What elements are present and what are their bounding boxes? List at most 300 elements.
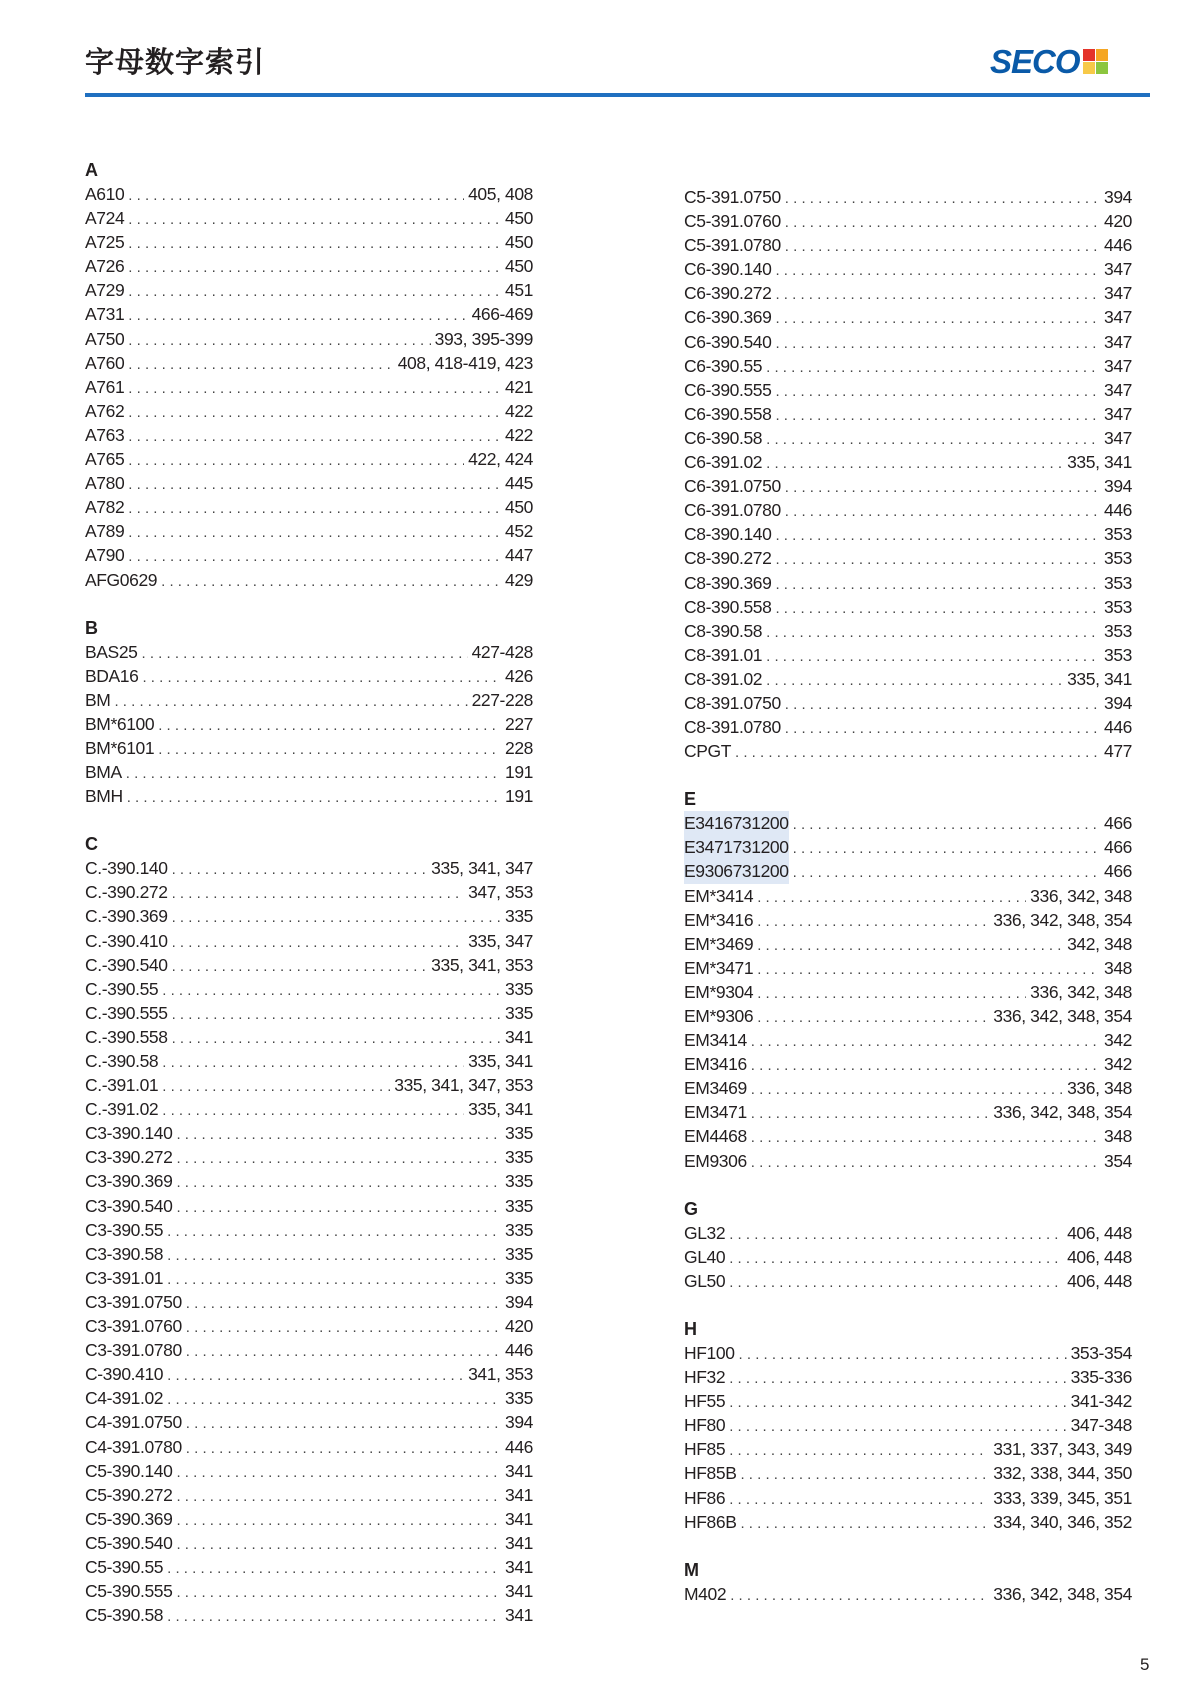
index-entry	[684, 378, 1132, 402]
entry-code: EM3469	[684, 1078, 747, 1099]
index-entry	[85, 495, 533, 519]
entry-code: EM9306	[684, 1150, 747, 1171]
dot-leader	[757, 1006, 989, 1030]
entry-pages: 335	[505, 978, 533, 999]
entry-pages: 341	[505, 1484, 533, 1505]
index-entry	[85, 1410, 533, 1434]
entry-code: GL32	[684, 1222, 726, 1243]
dot-leader	[176, 1196, 501, 1220]
entry-code: C3-391.0750	[85, 1291, 182, 1312]
index-entry	[85, 1314, 533, 1338]
index-entry	[684, 1341, 1132, 1365]
dot-leader	[775, 524, 1100, 548]
entry-pages: 191	[505, 786, 533, 807]
entry-code: C.-391.02	[85, 1099, 159, 1120]
dot-leader	[730, 1584, 989, 1608]
entry-pages: 335, 347	[468, 930, 533, 951]
section-letter: B	[85, 617, 98, 638]
entry-pages: 336, 342, 348	[1030, 981, 1132, 1002]
entry-code: C8-390.58	[684, 620, 763, 641]
entry-code: HF86B	[684, 1511, 737, 1532]
entry-pages: 342	[1104, 1054, 1132, 1075]
entry-pages: 335	[505, 1267, 533, 1288]
index-entry	[684, 354, 1132, 378]
dot-leader	[793, 861, 1100, 885]
seco-logo	[990, 43, 1109, 80]
entry-code: BMH	[85, 786, 123, 807]
entry-code: AFG0629	[85, 569, 158, 590]
dot-leader	[729, 1223, 1063, 1247]
dot-leader	[142, 666, 501, 690]
entry-pages: 422, 424	[468, 449, 533, 470]
entry-code: HF80	[684, 1415, 726, 1436]
index-entry	[85, 543, 533, 567]
index-entry	[85, 302, 533, 326]
entry-pages: 347, 353	[468, 882, 533, 903]
entry-pages: 353	[1104, 596, 1132, 617]
index-entry	[684, 691, 1132, 715]
dot-leader	[172, 882, 464, 906]
dot-leader	[766, 452, 1063, 476]
entry-pages: 347	[1104, 427, 1132, 448]
index-entry	[85, 953, 533, 977]
index-entry	[85, 977, 533, 1001]
dot-leader	[167, 1244, 501, 1268]
entry-pages: 334, 340, 346, 352	[993, 1511, 1132, 1532]
entry-code: C3-391.01	[85, 1267, 164, 1288]
entry-pages: 353	[1104, 620, 1132, 641]
entry-pages: 347	[1104, 331, 1132, 352]
entry-code: HF100	[684, 1342, 735, 1363]
dot-leader	[729, 1439, 989, 1463]
entry-code: BM	[85, 689, 111, 710]
entry-pages: 348	[1104, 1126, 1132, 1147]
entry-code: EM3471	[684, 1102, 747, 1123]
dot-leader	[128, 401, 501, 425]
index-section	[684, 1197, 1132, 1293]
dot-leader	[126, 762, 501, 786]
dot-leader	[128, 184, 464, 208]
index-entry	[684, 450, 1132, 474]
dot-leader	[740, 1463, 989, 1487]
entry-pages: 336, 348	[1067, 1078, 1132, 1099]
index-entry	[85, 1025, 533, 1049]
dot-leader	[172, 1027, 501, 1051]
entry-code: A763	[85, 424, 125, 445]
entry-code: HF85	[684, 1439, 726, 1460]
dot-leader	[167, 1388, 501, 1412]
entry-code: GL50	[684, 1270, 726, 1291]
index-entry	[684, 1269, 1132, 1293]
entry-pages: 341-342	[1070, 1391, 1132, 1412]
dot-leader	[739, 1343, 1067, 1367]
index-entry	[684, 498, 1132, 522]
entry-pages: 336, 342, 348, 354	[993, 909, 1132, 930]
entry-pages: 394	[1104, 476, 1132, 497]
entry-code: C8-390.558	[684, 596, 772, 617]
entry-pages: 429	[505, 569, 533, 590]
entry-pages: 446	[505, 1436, 533, 1457]
dot-leader	[775, 404, 1100, 428]
dot-leader	[735, 741, 1100, 765]
entry-pages: 332, 338, 344, 350	[993, 1463, 1132, 1484]
dot-leader	[128, 280, 501, 304]
dot-leader	[176, 1461, 501, 1485]
entry-code: C5-390.555	[85, 1581, 173, 1602]
entry-code: C6-390.540	[684, 331, 772, 352]
entry-pages: 408, 418-419, 423	[397, 352, 533, 373]
entry-pages: 336, 342, 348, 354	[993, 1006, 1132, 1026]
entry-code: C8-390.272	[684, 548, 772, 569]
dot-leader	[766, 669, 1063, 693]
entry-pages: 354	[1104, 1150, 1132, 1171]
entry-code: BDA16	[85, 665, 139, 686]
index-entry	[85, 1097, 533, 1121]
logo-wordmark: SECO	[990, 43, 1080, 80]
index-entry	[85, 568, 533, 592]
index-entry	[684, 185, 1132, 209]
entry-code: C8-391.0780	[684, 717, 781, 738]
entry-pages: 335-336	[1070, 1367, 1132, 1388]
index-entry	[684, 595, 1132, 619]
index-entry	[684, 257, 1132, 281]
index-entry	[684, 209, 1132, 233]
index-entry	[85, 471, 533, 495]
index-entry	[684, 281, 1132, 305]
dot-leader	[114, 690, 467, 714]
dot-leader	[785, 717, 1100, 741]
entry-pages: 341	[505, 1026, 533, 1047]
entry-pages: 347	[1104, 379, 1132, 400]
entry-code: C5-390.272	[85, 1484, 173, 1505]
entry-code: BM*6100	[85, 713, 155, 734]
dot-leader	[775, 332, 1100, 356]
entry-code: C8-390.140	[684, 524, 772, 545]
entry-code: C.-390.555	[85, 1002, 168, 1023]
entry-code: A765	[85, 449, 125, 470]
entry-pages: 446	[1104, 717, 1132, 738]
entry-pages: 353	[1104, 572, 1132, 593]
entry-pages: 342, 348	[1067, 933, 1132, 954]
entry-code: A725	[85, 232, 125, 253]
dot-leader	[729, 1391, 1066, 1415]
entry-pages: 227	[505, 713, 533, 734]
dot-leader	[128, 473, 501, 497]
entry-code: C3-391.0760	[85, 1316, 182, 1337]
entry-code: EM*3414	[684, 885, 754, 906]
section-letter: M	[684, 1559, 699, 1580]
entry-pages: 426	[505, 665, 533, 686]
dot-leader	[766, 428, 1100, 452]
index-entry	[684, 908, 1132, 932]
entry-pages: 420	[1104, 211, 1132, 232]
entry-code: C5-390.58	[85, 1605, 164, 1626]
dot-leader	[176, 1147, 501, 1171]
index-entry	[85, 880, 533, 904]
entry-pages: 341	[505, 1508, 533, 1529]
entry-code: C3-390.58	[85, 1243, 164, 1264]
entry-code: E3471731200	[684, 835, 789, 859]
dot-leader	[186, 1292, 501, 1316]
entry-code: EM*3471	[684, 957, 754, 978]
index-entry	[684, 1076, 1132, 1100]
dot-leader	[751, 1054, 1100, 1078]
index-entry	[85, 929, 533, 953]
dot-leader	[785, 235, 1100, 259]
index-entry	[85, 447, 533, 471]
entry-pages: 422	[505, 424, 533, 445]
dot-leader	[785, 693, 1100, 717]
index-entry	[85, 423, 533, 447]
entry-code: C.-390.58	[85, 1051, 159, 1071]
dot-leader	[128, 353, 393, 377]
entry-code: C6-391.02	[684, 452, 763, 473]
index-entry	[684, 522, 1132, 546]
index-entry	[85, 254, 533, 278]
index-entry	[684, 426, 1132, 450]
index-section	[85, 616, 533, 809]
dot-leader	[176, 1123, 501, 1147]
entry-pages: 394	[1104, 187, 1132, 207]
index-section	[85, 832, 533, 1627]
dot-leader	[167, 1268, 501, 1292]
dot-leader	[186, 1340, 501, 1364]
dot-leader	[785, 500, 1100, 524]
index-entry	[684, 1365, 1132, 1389]
index-entry	[85, 1145, 533, 1169]
entry-code: C3-391.0780	[85, 1340, 182, 1361]
entry-pages: 347-348	[1070, 1415, 1132, 1436]
entry-code: EM*3416	[684, 909, 754, 930]
entry-pages: 335, 341, 347	[431, 858, 533, 879]
entry-code: BAS25	[85, 641, 138, 662]
index-entry	[85, 1290, 533, 1314]
dot-leader	[172, 1003, 501, 1027]
dot-leader	[793, 837, 1100, 861]
entry-pages: 394	[505, 1412, 533, 1433]
dot-leader	[162, 1075, 390, 1099]
dot-leader	[766, 645, 1100, 669]
dot-leader	[162, 979, 501, 1003]
entry-pages: 335, 341	[1067, 668, 1132, 689]
dot-leader	[128, 545, 501, 569]
entry-pages: 335	[505, 1123, 533, 1144]
entry-code: C8-390.369	[684, 572, 772, 593]
dot-leader	[128, 304, 467, 328]
dot-leader	[158, 738, 501, 762]
entry-code: GL40	[684, 1246, 726, 1267]
entry-pages: 331, 337, 343, 349	[993, 1439, 1132, 1460]
entry-code: C3-390.369	[85, 1171, 173, 1192]
entry-pages: 445	[505, 473, 533, 494]
index-entry	[684, 402, 1132, 426]
entry-pages: 447	[505, 545, 533, 566]
page-number: 5	[1140, 1655, 1150, 1674]
entry-pages: 466	[1104, 861, 1132, 882]
entry-pages: 336, 342, 348, 354	[993, 1583, 1132, 1604]
dot-leader	[128, 521, 501, 545]
index-entry	[85, 664, 533, 688]
dot-leader	[127, 786, 501, 810]
entry-code: C.-390.140	[85, 858, 168, 879]
dot-leader	[162, 1099, 464, 1123]
entry-code: C6-390.58	[684, 427, 763, 448]
dot-leader	[729, 1488, 989, 1512]
entry-pages: 405, 408	[468, 184, 533, 204]
index-entry	[85, 327, 533, 351]
dot-leader	[775, 548, 1100, 572]
entry-pages: 450	[505, 232, 533, 253]
entry-pages: 347	[1104, 307, 1132, 328]
dot-leader	[176, 1485, 501, 1509]
index-section	[684, 185, 1132, 763]
index-entry	[85, 1001, 533, 1025]
entry-code: C6-390.558	[684, 403, 772, 424]
index-entry	[684, 932, 1132, 956]
dot-leader	[785, 187, 1100, 211]
entry-code: C.-391.01	[85, 1075, 159, 1096]
entry-pages: 452	[505, 521, 533, 542]
entry-pages: 191	[505, 762, 533, 783]
entry-pages: 466	[1104, 813, 1132, 834]
dot-leader	[775, 573, 1100, 597]
index-entry	[684, 980, 1132, 1004]
index-entry	[684, 1028, 1132, 1052]
entry-pages: 353	[1104, 548, 1132, 569]
entry-code: C6-390.140	[684, 259, 772, 280]
index-entry	[85, 856, 533, 880]
dot-leader	[729, 1415, 1066, 1439]
dot-leader	[757, 982, 1026, 1006]
entry-code: C6-390.369	[684, 307, 772, 328]
entry-code: C8-391.0750	[684, 692, 781, 713]
entry-pages: 427-428	[471, 641, 533, 662]
index-entry	[85, 1483, 533, 1507]
logo-squares-icon	[1083, 49, 1109, 75]
dot-leader	[757, 958, 1100, 982]
entry-pages: 422	[505, 400, 533, 421]
entry-pages: 341, 353	[468, 1364, 533, 1385]
index-entry	[85, 230, 533, 254]
index-entry	[85, 736, 533, 760]
entry-pages: 335	[505, 1219, 533, 1240]
entry-pages: 335	[505, 1195, 533, 1216]
dot-leader	[775, 283, 1100, 307]
dot-leader	[176, 1533, 501, 1557]
entry-pages: 335	[505, 1388, 533, 1409]
dot-leader	[128, 377, 501, 401]
dot-leader	[740, 1512, 989, 1536]
dot-leader	[186, 1316, 501, 1340]
entry-pages: 353-354	[1070, 1342, 1132, 1363]
dot-leader	[757, 934, 1063, 958]
index-entry	[85, 1603, 533, 1627]
index-entry	[684, 1461, 1132, 1485]
dot-leader	[751, 1126, 1100, 1150]
index-entry	[85, 278, 533, 302]
index-entry	[684, 667, 1132, 691]
entry-pages: 228	[505, 737, 533, 758]
index-entry	[85, 760, 533, 784]
dot-leader	[751, 1030, 1100, 1054]
index-entry	[684, 1221, 1132, 1245]
entry-code: A750	[85, 328, 125, 349]
entry-code: HF85B	[684, 1463, 737, 1484]
entry-code: C.-390.272	[85, 882, 168, 903]
entry-pages: 466	[1104, 837, 1132, 858]
index-entry	[684, 859, 1132, 883]
index-entry	[684, 1149, 1132, 1173]
dot-leader	[729, 1367, 1066, 1391]
entry-pages: 335	[505, 1243, 533, 1264]
entry-code: C5-390.55	[85, 1556, 164, 1577]
index-column-right	[684, 185, 1132, 1630]
entry-pages: 421	[505, 376, 533, 397]
entry-pages: 420	[505, 1316, 533, 1337]
entry-pages: 341	[505, 1581, 533, 1602]
entry-pages: 341	[505, 1605, 533, 1626]
entry-code: E3416731200	[684, 811, 789, 835]
entry-code: A724	[85, 208, 125, 229]
entry-code: C6-390.272	[684, 283, 772, 304]
entry-code: C5-390.140	[85, 1460, 173, 1481]
index-entry	[85, 1459, 533, 1483]
index-entry	[684, 1486, 1132, 1510]
index-entry	[684, 1510, 1132, 1534]
entry-code: C5-391.0760	[684, 211, 781, 232]
section-letter: H	[684, 1318, 697, 1339]
dot-leader	[176, 1171, 501, 1195]
index-entry	[85, 1242, 533, 1266]
entry-pages: 347	[1104, 403, 1132, 424]
entry-pages: 353	[1104, 524, 1132, 545]
entry-pages: 477	[1104, 741, 1132, 762]
entry-pages: 341	[505, 1532, 533, 1553]
index-entry	[684, 474, 1132, 498]
entry-pages: 336, 342, 348, 354	[993, 1102, 1132, 1123]
entry-pages: 335, 341	[1067, 452, 1132, 473]
entry-code: C5-391.0750	[684, 187, 781, 207]
index-section	[684, 1317, 1132, 1534]
index-section	[85, 158, 533, 592]
index-section	[684, 1558, 1132, 1606]
index-entry	[85, 206, 533, 230]
index-entry	[684, 1389, 1132, 1413]
index-entry	[684, 571, 1132, 595]
dot-leader	[785, 476, 1100, 500]
dot-leader	[757, 910, 989, 934]
entry-code: C5-390.540	[85, 1532, 173, 1553]
entry-pages: 333, 339, 345, 351	[993, 1487, 1132, 1508]
dot-leader	[751, 1151, 1100, 1175]
index-entry	[684, 739, 1132, 763]
entry-code: C3-390.272	[85, 1147, 173, 1168]
entry-pages: 466-469	[471, 304, 533, 325]
index-entry	[85, 1049, 533, 1073]
entry-pages: 335	[505, 906, 533, 927]
dot-leader	[128, 256, 501, 280]
entry-code: C8-391.02	[684, 668, 763, 689]
index-column-left	[85, 158, 533, 1651]
section-letter: A	[85, 160, 98, 180]
entry-code: EM3416	[684, 1054, 747, 1075]
index-entry	[85, 640, 533, 664]
entry-pages: 450	[505, 208, 533, 229]
entry-code: C3-390.540	[85, 1195, 173, 1216]
index-entry	[85, 1121, 533, 1145]
index-entry	[684, 1413, 1132, 1437]
entry-code: C5-390.369	[85, 1508, 173, 1529]
